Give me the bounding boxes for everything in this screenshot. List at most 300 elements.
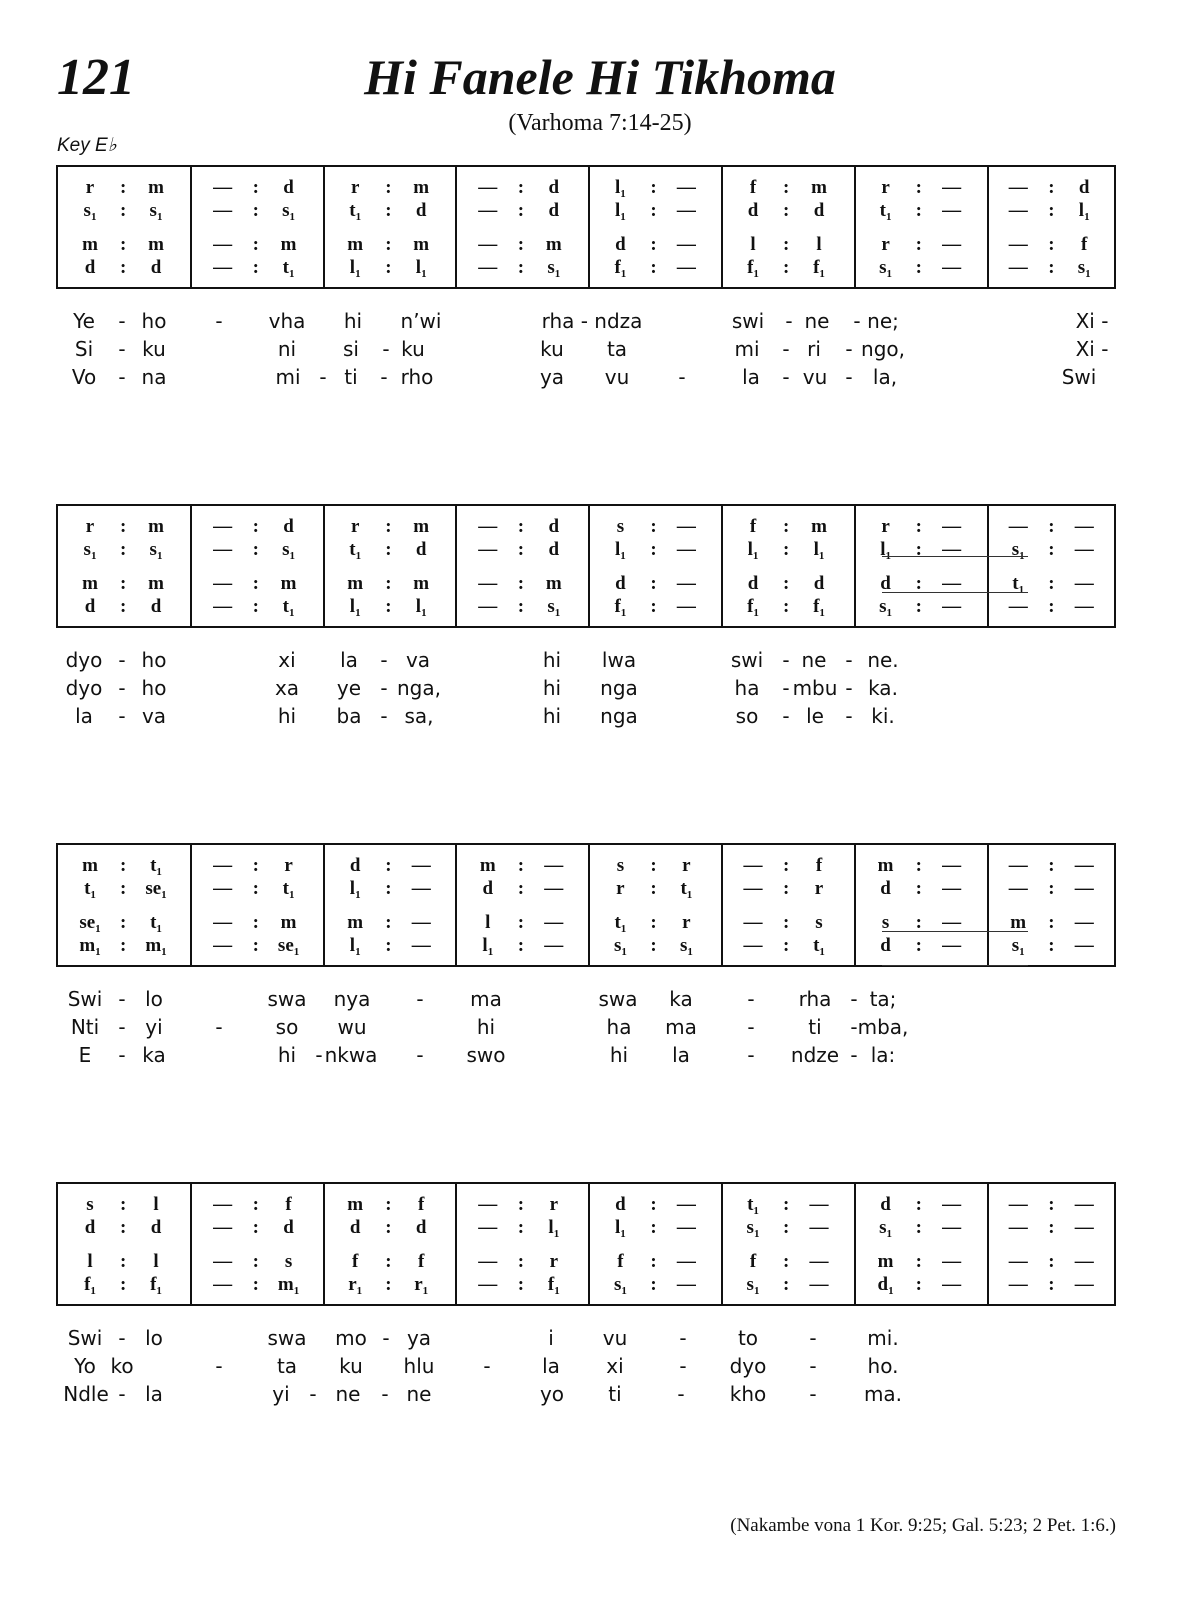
beat-separator: : <box>120 516 127 537</box>
beat-separator: : <box>783 1274 790 1295</box>
measure-cell: $s_1$ : — <box>1011 539 1094 562</box>
measure-cell: d : d <box>84 1217 162 1238</box>
hyphen: - <box>747 987 755 1011</box>
syllable: mba, <box>857 1015 909 1039</box>
measure-cell: m : — <box>479 855 564 876</box>
measure-cell: — : $s_1$ <box>213 200 296 223</box>
syllable: ti <box>808 1015 822 1039</box>
verse-1-line <box>0 648 1200 676</box>
hyphen: - <box>309 1382 317 1406</box>
beat-separator: : <box>915 257 922 278</box>
beat-separator: : <box>385 596 392 617</box>
beat-separator: : <box>252 912 259 933</box>
beat-separator: : <box>252 596 259 617</box>
measure-cell: — : — <box>1008 516 1094 537</box>
hyphen: - <box>850 1015 858 1039</box>
beat-separator: : <box>915 573 922 594</box>
measure-cell: — : d <box>1008 177 1090 198</box>
hyphen: - <box>215 309 223 333</box>
beat-separator: : <box>650 935 657 956</box>
verse-3-line <box>0 1382 1200 1410</box>
hyphen: - <box>118 1326 126 1350</box>
beat-separator: : <box>120 1217 127 1238</box>
measure-cell: — : d <box>478 200 560 221</box>
syllable: hlu <box>403 1354 435 1378</box>
beat-separator: : <box>252 935 259 956</box>
beat-separator: : <box>385 234 392 255</box>
syllable: Swi <box>1061 365 1097 389</box>
beat-separator: : <box>915 234 922 255</box>
syllable: wu <box>337 1015 367 1039</box>
measure-cell: m : — <box>877 855 962 876</box>
lyrics-block-2 <box>0 648 1200 738</box>
alto-line <box>58 1217 1114 1239</box>
measure-cell: d : d <box>84 596 162 617</box>
syllable: vu <box>602 1326 628 1350</box>
syllable: swo <box>466 1043 506 1067</box>
tie-line <box>882 931 1028 932</box>
measure-cell: $t_1$ : d <box>349 200 427 223</box>
syllable: lwa <box>601 648 637 672</box>
syllable: swi <box>731 309 765 333</box>
beat-separator: : <box>1048 539 1055 560</box>
syllable: ndze <box>790 1043 840 1067</box>
syllable: nya <box>333 987 371 1011</box>
measure-cell: d : — <box>880 878 962 899</box>
hyphen: - <box>845 648 853 672</box>
hyphen: - <box>118 309 126 333</box>
bass-line <box>58 257 1114 279</box>
hyphen: - <box>850 987 858 1011</box>
beat-separator: : <box>385 935 392 956</box>
syllable: sa, <box>404 704 434 728</box>
measure-cell: — : m <box>213 573 297 594</box>
beat-separator: : <box>120 1251 127 1272</box>
key-signature: Key E♭ <box>57 135 117 156</box>
beat-separator: : <box>517 935 525 956</box>
beat-separator: : <box>915 878 922 899</box>
syllable: mi <box>734 337 760 361</box>
beat-separator: : <box>120 539 127 560</box>
syllable: Swi <box>67 1326 103 1350</box>
syllable: Xi - <box>1075 337 1109 361</box>
syllable: rho <box>400 365 434 389</box>
beat-separator: : <box>1048 878 1055 899</box>
beat-separator: : <box>1048 516 1055 537</box>
measure-cell: $t_1$ : — <box>1012 573 1094 596</box>
syllable: ne <box>335 1382 361 1406</box>
measure-cell: $l_1$ : — <box>615 1217 696 1240</box>
hyphen: - <box>845 676 853 700</box>
syllable: nga <box>600 704 638 728</box>
beat-separator: : <box>783 1251 790 1272</box>
measure-cell: r : m <box>350 516 430 537</box>
measure-cell: $l_1$ : — <box>880 539 962 562</box>
beat-separator: : <box>385 1274 392 1295</box>
syllable: ho <box>141 648 167 672</box>
beat-separator: : <box>120 855 127 876</box>
syllable: xa <box>274 676 300 700</box>
hyphen: - <box>782 704 790 728</box>
beat-separator: : <box>517 200 525 221</box>
measure-cell: m : m <box>347 234 430 255</box>
measure-cell: $t_1$ : — <box>747 1194 829 1217</box>
syllable: ha <box>606 1015 632 1039</box>
syllable: yi <box>272 1382 290 1406</box>
lyrics-block-1 <box>0 309 1200 399</box>
measure-cell: $m_1$ : $m_1$ <box>79 935 167 958</box>
beat-separator: : <box>252 573 259 594</box>
beat-separator: : <box>517 516 525 537</box>
syllable: ti <box>344 365 358 389</box>
measure-cell: — : m <box>478 234 562 255</box>
measure-cell: — : — <box>1008 1217 1094 1238</box>
measure-cell: $d_1$ : — <box>877 1274 962 1297</box>
measure-cell: $l_1$ : — <box>615 177 696 200</box>
beat-separator: : <box>385 912 392 933</box>
syllable: swa <box>267 1326 307 1350</box>
beat-separator: : <box>650 855 657 876</box>
syllable: ne; <box>867 309 899 333</box>
beat-separator: : <box>517 878 525 899</box>
syllable: Yo <box>74 1354 96 1378</box>
measure-cell: — : $s_1$ <box>1008 257 1091 280</box>
beat-separator: : <box>517 596 525 617</box>
syllable: va <box>405 648 431 672</box>
syllable: vu <box>802 365 828 389</box>
hyphen: - <box>118 648 126 672</box>
syllable: ta; <box>869 987 897 1011</box>
measure-cell: $l_1$ : — <box>349 935 431 958</box>
syllable: ni <box>277 337 297 361</box>
syllable: ya <box>539 365 565 389</box>
syllable: xi <box>606 1354 624 1378</box>
measure-cell: d : d <box>349 1217 427 1238</box>
syllable: Xi - <box>1075 309 1109 333</box>
measure-cell: m : m <box>82 234 164 255</box>
hyphen: - <box>118 1043 126 1067</box>
hyphen: - <box>382 1326 390 1350</box>
syllable: nga <box>600 676 638 700</box>
beat-separator: : <box>650 912 657 933</box>
syllable: so <box>735 704 759 728</box>
syllable: ka <box>669 987 693 1011</box>
beat-separator: : <box>783 573 790 594</box>
beat-separator: : <box>783 516 790 537</box>
measure-cell: — : — <box>1008 1194 1094 1215</box>
syllable: kho <box>729 1382 767 1406</box>
hyphen: - <box>809 1326 817 1350</box>
verse-1-line <box>0 309 1200 337</box>
measure-cell: $s_1$ : — <box>613 1274 696 1297</box>
beat-separator: : <box>1048 177 1055 198</box>
measure-cell: r : m <box>85 516 164 537</box>
measure-cell: $t_1$ : d <box>349 539 427 562</box>
beat-separator: : <box>517 177 525 198</box>
syllable: swa <box>598 987 638 1011</box>
hyphen: - <box>845 704 853 728</box>
measure-cell: — : $t_1$ <box>213 596 295 619</box>
beat-separator: : <box>1048 935 1055 956</box>
measure-cell: — : s <box>213 1251 293 1272</box>
beat-separator: : <box>385 1194 392 1215</box>
syllable: ko <box>110 1354 134 1378</box>
measure-cell: — : — <box>1008 1274 1094 1295</box>
measure-cell: — : $t_1$ <box>213 257 295 280</box>
beat-separator: : <box>252 1274 259 1295</box>
syllable: Ndle <box>63 1382 109 1406</box>
syllable: vha <box>268 309 306 333</box>
hymn-title: Hi Fanele Hi Tikhoma <box>364 49 836 105</box>
measure-cell: $f_1$ : $f_1$ <box>747 257 825 280</box>
measure-cell: f : — <box>749 1251 829 1272</box>
hyphen: - <box>416 1043 424 1067</box>
measure-cell: r : m <box>350 177 430 198</box>
measure-cell: $s_1$ : — <box>1011 935 1094 958</box>
verse-3-line <box>0 365 1200 393</box>
beat-separator: : <box>252 878 259 899</box>
measure-cell: $s_1$ : — <box>879 1217 962 1240</box>
measure-cell: — : — <box>1008 1251 1094 1272</box>
measure-cell: — : $m_1$ <box>213 1274 300 1297</box>
beat-separator: : <box>915 1274 922 1295</box>
syllable: dyo <box>729 1354 767 1378</box>
beat-separator: : <box>517 855 525 876</box>
measure-cell: $t_1$ : $se_1$ <box>84 878 167 901</box>
measure-cell: — : — <box>1008 855 1094 876</box>
beat-separator: : <box>1048 912 1055 933</box>
measure-cell: — : f <box>743 855 823 876</box>
beat-separator: : <box>517 573 525 594</box>
beat-separator: : <box>650 573 657 594</box>
syllable: ho. <box>867 1354 899 1378</box>
hyphen: - <box>118 987 126 1011</box>
beat-separator: : <box>1048 1274 1055 1295</box>
tie-line <box>882 592 1028 593</box>
beat-separator: : <box>915 539 922 560</box>
alto-line <box>58 878 1114 900</box>
beat-separator: : <box>120 935 127 956</box>
verse-1-line <box>0 987 1200 1015</box>
hyphen: - <box>845 365 853 389</box>
beat-separator: : <box>915 912 922 933</box>
measure-cell: — : d <box>478 177 560 198</box>
beat-separator: : <box>252 539 259 560</box>
hyphen: - <box>809 1382 817 1406</box>
syllable: le <box>806 704 824 728</box>
hyphen: - <box>380 365 388 389</box>
measure-cell: d : — <box>349 855 431 876</box>
hyphen: - <box>677 1382 685 1406</box>
beat-separator: : <box>385 516 392 537</box>
syllable: rha <box>798 987 832 1011</box>
syllable: na <box>141 365 167 389</box>
syllable: mi. <box>867 1326 899 1350</box>
syllable: hi <box>542 704 562 728</box>
beat-separator: : <box>385 573 392 594</box>
measure-cell: $s_1$ : — <box>879 257 962 280</box>
measure-cell: r : $t_1$ <box>616 878 693 901</box>
measure-cell: — : — <box>1008 878 1094 899</box>
hyphen: - <box>215 1354 223 1378</box>
measure-cell: $l_1$ : — <box>349 878 431 901</box>
syllable: ne <box>804 309 830 333</box>
hyphen: - <box>679 1354 687 1378</box>
beat-separator: : <box>252 1217 259 1238</box>
beat-separator: : <box>252 1251 259 1272</box>
hyphen: - <box>319 365 327 389</box>
syllable: ha <box>734 676 760 700</box>
syllable: mo <box>335 1326 367 1350</box>
measure-cell: d : — <box>880 573 962 594</box>
beat-separator: : <box>915 177 922 198</box>
beat-separator: : <box>1048 234 1055 255</box>
measure-cell: $r_1$ : $r_1$ <box>348 1274 429 1297</box>
syllable: ye <box>336 676 362 700</box>
beat-separator: : <box>783 200 790 221</box>
hyphen: - <box>380 648 388 672</box>
beat-separator: : <box>385 200 392 221</box>
syllable: E <box>78 1043 92 1067</box>
beat-separator: : <box>650 177 657 198</box>
syllable: Ye <box>73 309 95 333</box>
measure-cell: d : d <box>747 573 825 594</box>
beat-separator: : <box>252 1194 259 1215</box>
beat-separator: : <box>915 516 922 537</box>
beat-separator: : <box>252 855 259 876</box>
tie-line <box>882 965 1028 966</box>
beat-separator: : <box>120 1194 127 1215</box>
hyphen: - <box>782 648 790 672</box>
syllable: Swi <box>67 987 103 1011</box>
beat-separator: : <box>385 878 392 899</box>
measure-cell: — : $t_1$ <box>213 878 295 901</box>
syllable: ku <box>540 337 564 361</box>
beat-separator: : <box>650 539 657 560</box>
syllable: ku <box>339 1354 363 1378</box>
beat-separator: : <box>783 257 790 278</box>
measure-cell: — : d <box>213 516 294 537</box>
beat-separator: : <box>915 1217 922 1238</box>
hyphen: - <box>483 1354 491 1378</box>
measure-cell: $s_1$ : — <box>746 1274 829 1297</box>
syllable: ne <box>406 1382 432 1406</box>
measure-cell: r : — <box>881 516 962 537</box>
hyphen: - <box>118 337 126 361</box>
syllable: hi <box>476 1015 496 1039</box>
beat-separator: : <box>517 1274 525 1295</box>
measure-cell: l : l <box>750 234 822 255</box>
beat-separator: : <box>915 855 922 876</box>
beat-separator: : <box>1048 200 1055 221</box>
beat-separator: : <box>120 573 127 594</box>
syllable: ma <box>665 1015 697 1039</box>
beat-separator: : <box>252 257 259 278</box>
syllable: si <box>343 337 359 361</box>
measure-cell: — : $l_1$ <box>478 1217 560 1240</box>
syllable: yi <box>145 1015 163 1039</box>
beat-separator: : <box>783 596 790 617</box>
beat-separator: : <box>783 177 790 198</box>
measure-cell: s : l <box>86 1194 159 1215</box>
beat-separator: : <box>650 1217 657 1238</box>
measure-cell: f : m <box>749 177 827 198</box>
measure-cell: d : — <box>880 1194 962 1215</box>
beat-separator: : <box>1048 855 1055 876</box>
syllable: ho <box>141 676 167 700</box>
syllable: lo <box>145 1326 163 1350</box>
syllable: ngo, <box>861 337 905 361</box>
measure-cell: — : f <box>213 1194 292 1215</box>
beat-separator: : <box>385 1251 392 1272</box>
measure-cell: $s_1$ : — <box>746 1217 829 1240</box>
syllable: vu <box>604 365 630 389</box>
measure-cell: $s_1$ : — <box>879 596 962 619</box>
notation-system-2 <box>56 504 1116 628</box>
syllable: ti <box>608 1382 622 1406</box>
hyphen: - <box>782 337 790 361</box>
verse-3-line <box>0 1043 1200 1071</box>
syllable: hi <box>542 648 562 672</box>
beat-separator: : <box>915 935 922 956</box>
syllable: i <box>548 1326 554 1350</box>
verse-1-line <box>0 1326 1200 1354</box>
bass-line <box>58 1274 1114 1296</box>
measure-cell: — : r <box>478 1251 559 1272</box>
beat-separator: : <box>1048 1217 1055 1238</box>
syllable: ya <box>406 1326 432 1350</box>
syllable: Vo <box>71 365 97 389</box>
hyphen: - <box>785 309 793 333</box>
measure-cell: — : $s_1$ <box>478 257 561 280</box>
syllable: nga, <box>397 676 441 700</box>
beat-separator: : <box>120 1274 127 1295</box>
notation-system-3 <box>56 843 1116 967</box>
measure-cell: m : $t_1$ <box>82 855 162 878</box>
measure-cell: — : s <box>743 912 823 933</box>
beat-separator: : <box>650 200 657 221</box>
measure-cell: $t_1$ : — <box>879 200 962 223</box>
syllable: hi <box>609 1043 629 1067</box>
syllable: la <box>145 1382 163 1406</box>
hyphen: - <box>315 1043 323 1067</box>
measure-cell: $l_1$ : — <box>482 935 564 958</box>
measure-cell: $l_1$ : — <box>615 539 696 562</box>
beat-separator: : <box>650 234 657 255</box>
alto-line <box>58 539 1114 561</box>
beat-separator: : <box>915 596 922 617</box>
beat-separator: : <box>783 1217 790 1238</box>
tenor-line <box>58 1251 1114 1273</box>
measure-cell: $s_1$ : $s_1$ <box>83 539 163 562</box>
footnote: (Nakambe vona 1 Kor. 9:25; Gal. 5:23; 2 Pet. 1:6.) <box>730 1515 1116 1536</box>
syllable: so <box>275 1015 299 1039</box>
beat-separator: : <box>517 539 525 560</box>
beat-separator: : <box>915 200 922 221</box>
measure-cell: — : $s_1$ <box>213 539 296 562</box>
beat-separator: : <box>517 234 525 255</box>
measure-cell: s : — <box>881 912 962 933</box>
beat-separator: : <box>517 1217 525 1238</box>
beat-separator: : <box>783 912 790 933</box>
beat-separator: : <box>385 1217 392 1238</box>
measure-cell: $l_1$ : — <box>615 200 696 223</box>
beat-separator: : <box>1048 257 1055 278</box>
hyphen: - <box>381 1382 389 1406</box>
beat-separator: : <box>783 878 790 899</box>
syllable: la <box>75 704 93 728</box>
syllable: ka <box>142 1043 166 1067</box>
